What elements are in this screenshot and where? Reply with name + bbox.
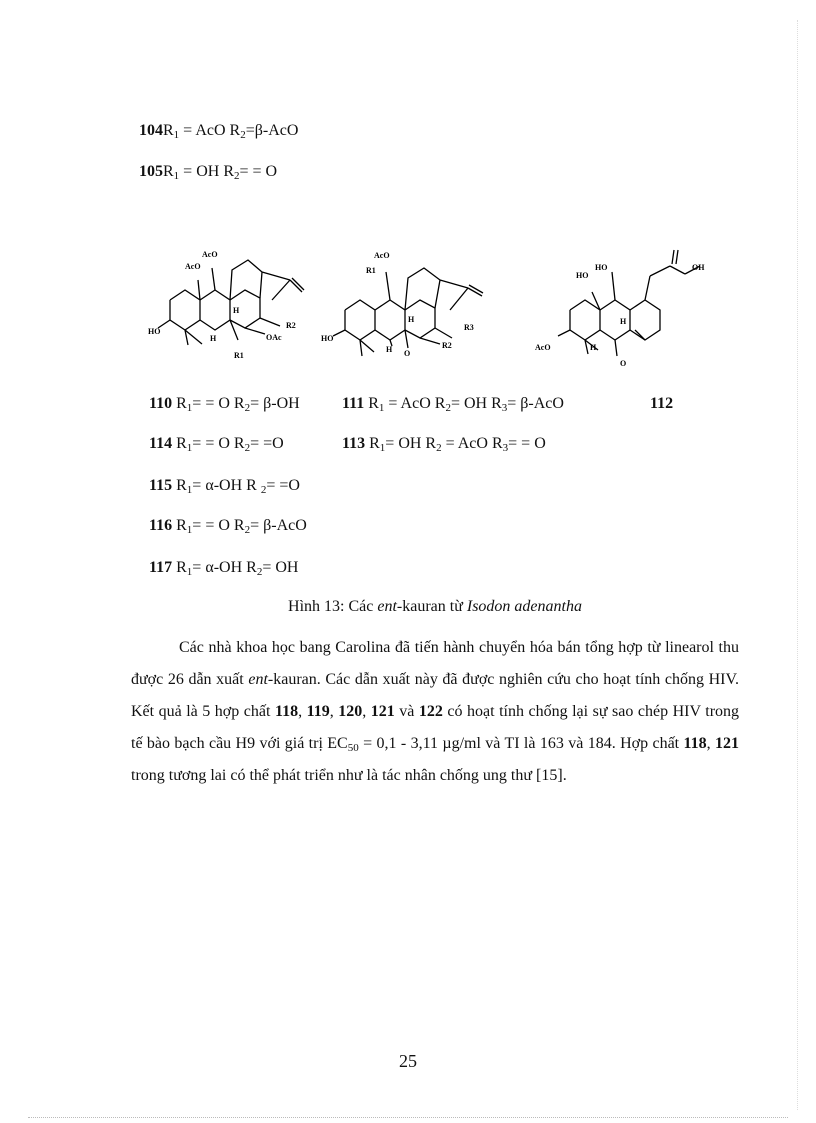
r-label: R (163, 163, 174, 180)
label-h: H (386, 345, 393, 354)
compound-105-line (139, 163, 277, 181)
subscript: 1 (379, 442, 386, 454)
compound-number: 104 (139, 122, 163, 139)
structure-112 (558, 250, 700, 356)
subscript: 2 (244, 402, 251, 414)
compound-ref: 122 (418, 703, 443, 720)
compound-104-line (139, 122, 298, 140)
r-value: = AcO (179, 122, 230, 139)
compound-112-label (650, 395, 673, 413)
compound-110-line (149, 395, 300, 413)
compound-115-line (149, 477, 300, 495)
subscript: 2 (256, 566, 263, 578)
text: , (362, 703, 371, 720)
compound-ref: 118 (274, 703, 299, 720)
label-r1: R1 (366, 266, 376, 275)
label-o: O (404, 349, 411, 358)
caption-text: -kauran từ (396, 598, 467, 615)
compound-number: 113 (342, 435, 366, 452)
compound-number: 111 (342, 395, 365, 412)
label-ho-top: HO (595, 263, 608, 272)
r-value: =β-AcO (245, 122, 299, 139)
subscript: 2 (233, 170, 240, 182)
subscript: 1 (186, 566, 193, 578)
subscript: 2 (244, 524, 251, 536)
text: và (394, 703, 419, 720)
subscript: 2 (436, 442, 442, 454)
subscript: 2 (260, 484, 267, 496)
text: , (706, 735, 715, 752)
compound-number: 105 (139, 163, 163, 180)
r-value: = = O R (192, 395, 245, 412)
r-value: = = O R (192, 517, 245, 534)
compound-117-line (149, 559, 298, 577)
text: , (329, 703, 339, 720)
body-paragraph (131, 632, 739, 792)
label-h: H (590, 343, 597, 352)
compound-114-line (149, 435, 284, 453)
label-ho: HO (321, 334, 334, 343)
subscript: 1 (173, 170, 180, 182)
compound-116-line (149, 517, 307, 535)
compound-ref: 119 (306, 703, 330, 720)
compound-number: 115 (149, 477, 173, 494)
r-label: R (223, 163, 234, 180)
r-label: R (364, 395, 379, 412)
r-value: = =O (266, 477, 300, 494)
r-label: R (172, 435, 187, 452)
r-value: = β-OH (250, 395, 300, 412)
label-oac: OAc (266, 333, 282, 342)
label-r3: R3 (464, 323, 474, 332)
r-value: = = O (508, 435, 546, 452)
page-number: 25 (399, 1051, 417, 1071)
text-italic: ent (248, 671, 268, 688)
label-aco-left: AcO (185, 262, 201, 271)
compound-ref: 118 (683, 735, 707, 752)
label-r2: R2 (286, 321, 296, 330)
caption-species: Isodon adenantha (466, 598, 582, 615)
page-border-bottom (28, 1117, 788, 1118)
label-oh: OH (692, 263, 705, 272)
compound-ref: 120 (338, 703, 363, 720)
text: trong tương lai có thể phát triển như là tác nhân chống ung thư [15]. (131, 767, 567, 784)
label-aco: AcO (535, 343, 551, 352)
label-r1: R1 (234, 351, 244, 360)
label-h: H (210, 334, 217, 343)
compound-111-line (342, 395, 564, 413)
r-value: = OH (262, 559, 299, 576)
page-border-right (797, 20, 798, 1110)
caption-text: Hình 13: Các (288, 598, 378, 615)
r-label: R (229, 122, 241, 139)
structure-111 (333, 268, 483, 356)
label-h: H (408, 315, 415, 324)
subscript: 1 (186, 402, 193, 414)
subscript: 2 (240, 129, 246, 141)
compound-ref: 121 (715, 735, 739, 752)
subscript: 1 (173, 129, 180, 141)
r-label: R (365, 435, 380, 452)
compound-number: 114 (149, 435, 173, 452)
r-label: R (163, 122, 174, 139)
compound-number: 116 (149, 517, 173, 534)
caption-ent: ent (377, 598, 397, 615)
compound-number: 117 (149, 559, 173, 576)
subscript: 2 (244, 442, 251, 454)
label-o: O (620, 359, 627, 368)
r-value: = β-AcO (507, 395, 564, 412)
r-value: = =O (250, 435, 284, 452)
subscript: 1 (186, 524, 193, 536)
subscript: 1 (186, 442, 193, 454)
subscript: 3 (502, 442, 509, 454)
subscript: 50 (347, 742, 359, 754)
text: có hoạt tính chống lại sự sao chép HIV trong tế bào bạch cầu H9 với giá trị EC (131, 703, 740, 752)
text: -kauran. Các dẫn xuất này đã được nghiên cứu cho hoạt tính chống HIV. Kết quả là 5 hợp chất (131, 671, 740, 720)
r-value: = = O R (192, 435, 245, 452)
r-value: = α-OH R (192, 559, 257, 576)
subscript: 2 (445, 402, 451, 414)
r-value: = OH R (450, 395, 502, 412)
r-value: = α-OH R (192, 477, 261, 494)
label-r2: R2 (442, 341, 452, 350)
r-value: = OH (179, 163, 224, 180)
label-ho: HO (148, 327, 161, 336)
r-label: R (172, 395, 187, 412)
text: = 0,1 - 3,11 µg/ml và TI là 163 và 184. Hợp chất (358, 735, 684, 752)
r-value: = AcO R (384, 395, 446, 412)
subscript: 1 (186, 484, 193, 496)
r-value: = = O (239, 163, 278, 180)
r-label: R (172, 477, 187, 494)
label-aco-top: AcO (202, 250, 218, 259)
structure-110 (158, 260, 304, 345)
compound-113-line (342, 435, 546, 453)
chemical-structures (140, 240, 705, 380)
figure-caption (131, 598, 739, 616)
compound-number: 110 (149, 395, 173, 412)
label-h: H (620, 317, 627, 326)
compound-number: 112 (650, 395, 674, 412)
r-value: = β-AcO (250, 517, 307, 534)
r-label: R (172, 517, 187, 534)
compound-ref: 121 (370, 703, 395, 720)
r-value: = OH R (385, 435, 437, 452)
r-label: R (172, 559, 187, 576)
label-ho-left: HO (576, 271, 589, 280)
subscript: 3 (501, 402, 508, 414)
text: , (298, 703, 307, 720)
subscript: 1 (378, 402, 385, 414)
r-value: = AcO R (441, 435, 503, 452)
text: Các nhà khoa học bang Carolina đã tiến hành chuyển hóa bán tổng hợp từ linearol thu được 26 dẫn xuất (131, 639, 739, 688)
label-h: H (233, 306, 240, 315)
label-aco-top: AcO (374, 251, 390, 260)
